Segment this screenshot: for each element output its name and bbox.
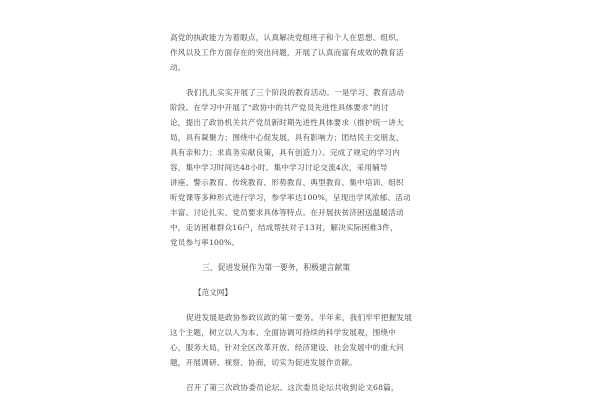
paragraph-1 [170,30,432,75]
paragraph-gap [170,275,432,285]
text-line: 论，提出了政协机关共产党员新时期先进性具体要求（推护统一讲大 [170,118,404,127]
paragraph-gap [170,370,432,380]
text-line: 动。 [170,63,186,72]
section-heading: 三、促进发展作为第一要务，积极建言献策 [202,263,351,272]
document-page [170,30,432,395]
paragraph-3 [170,310,432,370]
text-line: 阶段。在学习中开展了“政协中的共产党员先进性具体要求”的讨 [170,103,389,112]
text-line: 题，开展调研、视察、协商，切实为促进发展作贡献。 [170,358,358,367]
text-line: 党员参与率100%。 [170,238,240,247]
source-tag: 【范文网】 [194,288,232,297]
text-line: 讲座、警示教育、传统教育、形势教育、典型教育、集中培训、组织 [170,178,404,187]
text-line: 心，服务大局，针对全区改革开放、经济建设、社会发展中的重大问 [170,343,404,352]
text-line: 召开了第三次政协委员论坛。这次委员论坛共收到论文68篇， [186,383,399,392]
paragraph-gap [170,250,432,260]
text-line: 具有亲和力；求真务实献良策，具有创造力）。完成了规定的学习内 [170,148,401,157]
text-line: 听党课等多种形式进行学习，参学率达100%，呈现出学风浓郁、活动 [170,193,411,202]
text-line: 局，具有凝聚力；围绕中心促发展，具有影响力；团结民主交朋友， [170,133,404,142]
text-line: 容，集中学习时间达48小时。集中学习讨论交流4次，采用辅导 [170,163,388,172]
text-line: 作风以及工作方面存在的突出问题，开展了认真而富有成效的教育活 [170,48,404,57]
text-line: 促进发展是政协参政议政的第一要务。半年来，我们牢牢把握发展 [186,313,413,322]
text-line: 我们扎扎实实开展了三个阶段的教育活动。一是学习、教育活动 [186,88,405,97]
paragraph-2 [170,85,432,250]
paragraph-4 [170,380,432,395]
paragraph-gap [170,300,432,310]
text-line: 这个主题，树立以人为本、全面协调可持续的科学发展观，围绕中 [170,328,397,337]
paragraph-gap [170,75,432,85]
text-line: 丰富、讨论扎实、党员要求具体等特点。在开展扶贫济困送温暖活动 [170,208,404,217]
text-line: 高党的执政能力为着眼点，认真解决党组班子和个人在思想、组织、 [170,33,404,42]
text-line: 中，走访困难群众16户，结成帮扶对子13对，解决实际困难3件， [170,223,398,232]
